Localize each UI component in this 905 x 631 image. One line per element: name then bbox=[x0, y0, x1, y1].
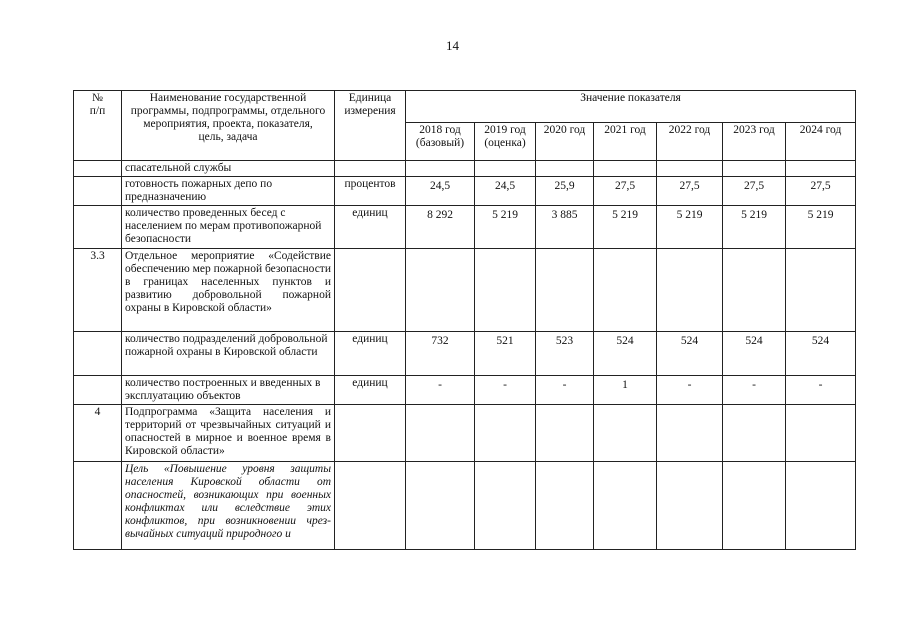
row-value bbox=[657, 249, 723, 332]
table-row bbox=[74, 249, 856, 332]
row-value: - bbox=[536, 376, 594, 405]
table-row bbox=[74, 376, 856, 405]
row-value: 732 bbox=[406, 332, 475, 376]
row-number bbox=[74, 462, 122, 550]
table-row bbox=[74, 332, 856, 376]
table-row bbox=[74, 177, 856, 206]
row-value bbox=[406, 249, 475, 332]
row-value bbox=[786, 405, 856, 462]
header-row bbox=[74, 91, 856, 123]
row-value bbox=[594, 462, 657, 550]
row-value: 524 bbox=[723, 332, 786, 376]
row-value bbox=[406, 161, 475, 177]
row-number: 3.3 bbox=[74, 249, 122, 332]
row-name: Подпрограмма «Защита населения и территорий от чрезвычайных ситуаций и опасностей в мирное и военное время в Кировской области» bbox=[122, 405, 335, 462]
row-value: 27,5 bbox=[786, 177, 856, 206]
row-value: 524 bbox=[594, 332, 657, 376]
row-value bbox=[594, 405, 657, 462]
row-unit: процентов bbox=[335, 177, 406, 206]
row-number bbox=[74, 161, 122, 177]
row-value: 27,5 bbox=[723, 177, 786, 206]
row-value bbox=[475, 405, 536, 462]
row-value bbox=[657, 462, 723, 550]
row-unit bbox=[335, 405, 406, 462]
row-value: 27,5 bbox=[594, 177, 657, 206]
year-2019: 2019 год (оценка) bbox=[475, 123, 536, 161]
row-value bbox=[723, 462, 786, 550]
row-unit: единиц bbox=[335, 376, 406, 405]
header-values: Значение показателя bbox=[406, 91, 856, 123]
row-unit bbox=[335, 249, 406, 332]
row-value bbox=[475, 161, 536, 177]
row-value: 524 bbox=[786, 332, 856, 376]
row-value: 27,5 bbox=[657, 177, 723, 206]
row-unit bbox=[335, 462, 406, 550]
row-value: 5 219 bbox=[786, 206, 856, 249]
row-value: 25,9 bbox=[536, 177, 594, 206]
row-value bbox=[657, 161, 723, 177]
row-value bbox=[536, 249, 594, 332]
header-num: № п/п bbox=[74, 91, 122, 161]
row-value: - bbox=[406, 376, 475, 405]
row-value: 1 bbox=[594, 376, 657, 405]
year-2024: 2024 год bbox=[786, 123, 856, 161]
year-2021: 2021 год bbox=[594, 123, 657, 161]
row-value bbox=[594, 161, 657, 177]
row-number bbox=[74, 177, 122, 206]
row-value: 5 219 bbox=[475, 206, 536, 249]
year-2018: 2018 год (базовый) bbox=[406, 123, 475, 161]
row-name: готовность пожарных депо по предназначению bbox=[122, 177, 335, 206]
row-value bbox=[786, 462, 856, 550]
row-name: Отдельное мероприятие «Содействие обеспечению мер пожарной безопасности в границах населенных пунктов и развитию добровольной пожарной охраны в Кировской области» bbox=[122, 249, 335, 332]
year-2020: 2020 год bbox=[536, 123, 594, 161]
row-value bbox=[594, 249, 657, 332]
row-value: 5 219 bbox=[594, 206, 657, 249]
row-value bbox=[475, 249, 536, 332]
row-number bbox=[74, 206, 122, 249]
row-value: 8 292 bbox=[406, 206, 475, 249]
year-2022: 2022 год bbox=[657, 123, 723, 161]
row-value: 3 885 bbox=[536, 206, 594, 249]
page-number: 14 bbox=[446, 38, 459, 53]
row-value bbox=[475, 462, 536, 550]
table-row bbox=[74, 405, 856, 462]
table-row bbox=[74, 161, 856, 177]
row-name: количество построенных и введенных в эксплуатацию объектов bbox=[122, 376, 335, 405]
table-row bbox=[74, 206, 856, 249]
row-value: 5 219 bbox=[657, 206, 723, 249]
row-value: - bbox=[657, 376, 723, 405]
row-value bbox=[536, 405, 594, 462]
row-unit: единиц bbox=[335, 206, 406, 249]
row-value bbox=[657, 405, 723, 462]
row-value bbox=[786, 249, 856, 332]
indicators-table bbox=[73, 90, 856, 550]
row-number bbox=[74, 376, 122, 405]
row-value: 5 219 bbox=[723, 206, 786, 249]
row-value: 524 bbox=[657, 332, 723, 376]
row-value: - bbox=[786, 376, 856, 405]
row-name: Цель «Повышение уровня защиты населения Кировской области от опасностей, возникающих при военных конфликтах или вследствие этих конфликтов, при возникновении чрезвычайных ситуаций природного и bbox=[122, 462, 335, 550]
header-unit: Единица измерения bbox=[335, 91, 406, 161]
row-value bbox=[406, 405, 475, 462]
row-value bbox=[406, 462, 475, 550]
row-name: количество проведенных бесед с населением по мерам противопожарной безопасности bbox=[122, 206, 335, 249]
row-name: спасательной службы bbox=[122, 161, 335, 177]
row-value bbox=[723, 249, 786, 332]
row-value bbox=[723, 405, 786, 462]
header-name: Наименование государственной программы, подпрограммы, отдельного мероприятия, проекта, показателя, цель, задача bbox=[122, 91, 335, 161]
row-value: 24,5 bbox=[406, 177, 475, 206]
row-value bbox=[536, 161, 594, 177]
row-number: 4 bbox=[74, 405, 122, 462]
row-unit: единиц bbox=[335, 332, 406, 376]
row-value: - bbox=[475, 376, 536, 405]
row-value bbox=[536, 462, 594, 550]
row-unit bbox=[335, 161, 406, 177]
row-value: - bbox=[723, 376, 786, 405]
row-number bbox=[74, 332, 122, 376]
row-value: 521 bbox=[475, 332, 536, 376]
row-name: количество подразделений добровольной пожарной охраны в Кировской области bbox=[122, 332, 335, 376]
table-row bbox=[74, 462, 856, 550]
row-value bbox=[786, 161, 856, 177]
row-value: 24,5 bbox=[475, 177, 536, 206]
year-2023: 2023 год bbox=[723, 123, 786, 161]
row-value: 523 bbox=[536, 332, 594, 376]
row-value bbox=[723, 161, 786, 177]
